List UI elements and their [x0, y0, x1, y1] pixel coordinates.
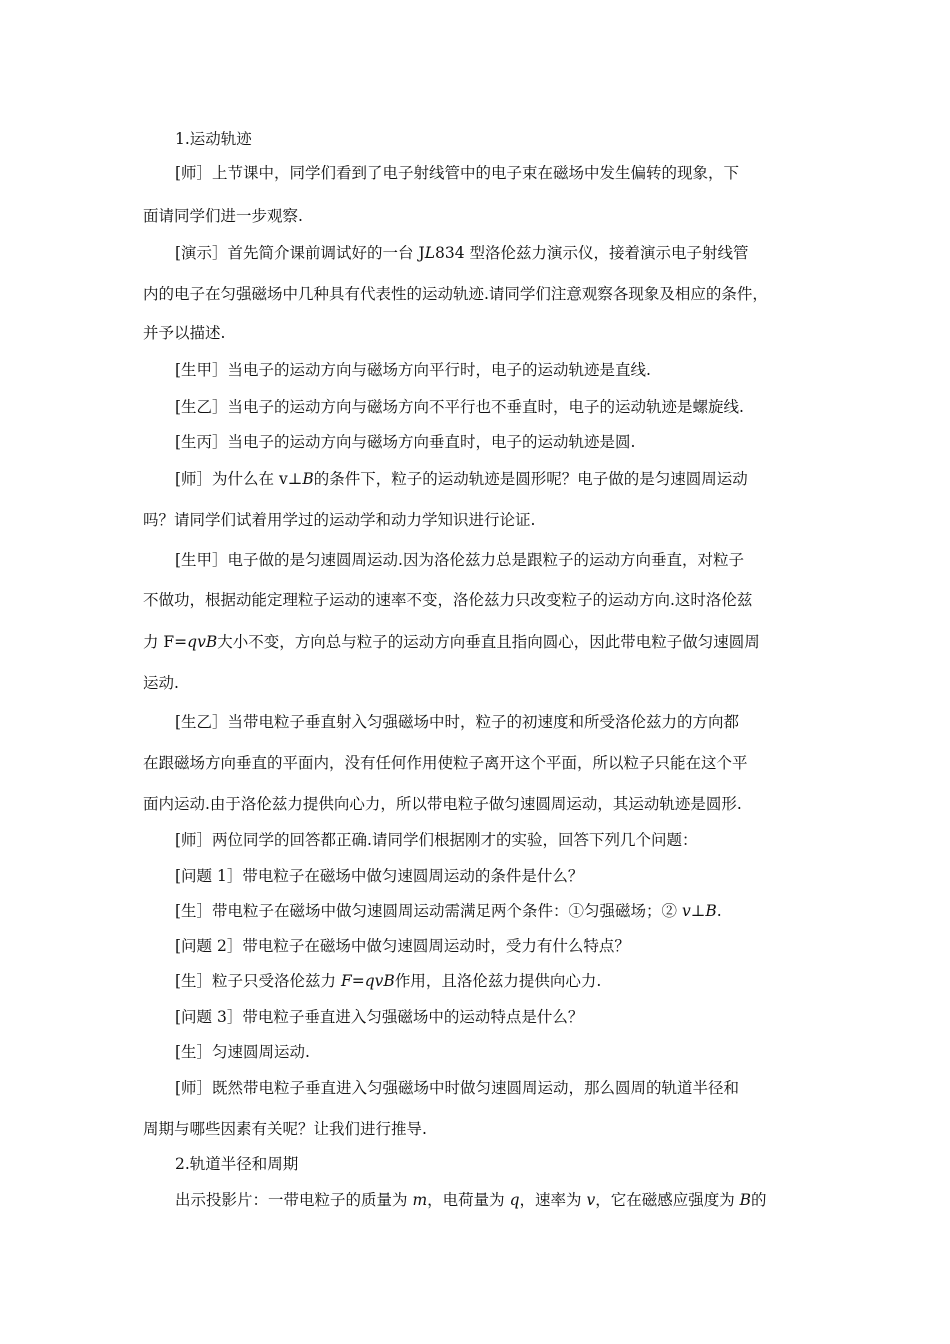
- answer-line: [生］带电粒子在磁场中做匀速圆周运动需满足两个条件：①匀强磁场；② v⊥B.: [175, 902, 722, 920]
- paragraph-line: [师］两位同学的回答都正确.请同学们根据刚才的实验，回答下列几个问题：: [175, 831, 698, 849]
- paragraph-line: 运动.: [143, 674, 179, 692]
- answer-line: [生］匀速圆周运动.: [175, 1043, 310, 1061]
- question-line: [问题 3］带电粒子垂直进入匀强磁场中的运动特点是什么？: [175, 1008, 584, 1026]
- section-heading-radius-period: 2.轨道半径和周期: [175, 1155, 299, 1173]
- section-heading-trajectory: 1.运动轨迹: [175, 130, 252, 148]
- paragraph-line: [生乙］当电子的运动方向与磁场方向不平行也不垂直时，电子的运动轨迹是螺旋线.: [175, 398, 744, 416]
- paragraph-line: 并予以描述.: [143, 324, 226, 342]
- paragraph-line: 周期与哪些因素有关呢？让我们进行推导.: [143, 1120, 427, 1138]
- question-line: [问题 2］带电粒子在磁场中做匀速圆周运动时，受力有什么特点？: [175, 937, 630, 955]
- question-line: [问题 1］带电粒子在磁场中做匀速圆周运动的条件是什么？: [175, 867, 584, 885]
- paragraph-line: [演示］首先简介课前调试好的一台 JL834 型洛伦兹力演示仪，接着演示电子射线管: [175, 244, 749, 262]
- paragraph-line: 不做功，根据动能定理粒子运动的速率不变，洛伦兹力只改变粒子的运动方向.这时洛伦兹: [143, 591, 753, 609]
- answer-line: [生］粒子只受洛伦兹力 F=qvB作用，且洛伦兹力提供向心力.: [175, 972, 602, 990]
- paragraph-line: 面内运动.由于洛伦兹力提供向心力，所以带电粒子做匀速圆周运动，其运动轨迹是圆形.: [143, 795, 742, 813]
- paragraph-line: [生丙］当电子的运动方向与磁场方向垂直时，电子的运动轨迹是圆.: [175, 433, 636, 451]
- paragraph-line: [生乙］当带电粒子垂直射入匀强磁场中时，粒子的初速度和所受洛伦兹力的方向都: [175, 713, 740, 731]
- paragraph-line: 力 F=qvB大小不变，方向总与粒子的运动方向垂直且指向圆心，因此带电粒子做匀速圆周: [143, 633, 760, 651]
- paragraph-line: 吗？请同学们试着用学过的运动学和动力学知识进行论证.: [143, 511, 536, 529]
- paragraph-line: [师］为什么在 v⊥B的条件下，粒子的运动轨迹是圆形呢？电子做的是匀速圆周运动: [175, 470, 748, 488]
- paragraph-line: 在跟磁场方向垂直的平面内，没有任何作用使粒子离开这个平面，所以粒子只能在这个平: [143, 754, 748, 772]
- paragraph-line: [生甲］当电子的运动方向与磁场方向平行时，电子的运动轨迹是直线.: [175, 361, 651, 379]
- paragraph-line: [生甲］电子做的是匀速圆周运动.因为洛伦兹力总是跟粒子的运动方向垂直，对粒子: [175, 551, 744, 569]
- paragraph-line: 面请同学们进一步观察.: [143, 207, 303, 225]
- paragraph-line: [师］既然带电粒子垂直进入匀强磁场中时做匀速圆周运动，那么圆周的轨道半径和: [175, 1079, 740, 1097]
- paragraph-line: [师］上节课中，同学们看到了电子射线管中的电子束在磁场中发生偏转的现象，下: [175, 164, 740, 182]
- paragraph-line: 出示投影片：一带电粒子的质量为 m，电荷量为 q，速率为 v，它在磁感应强度为 B的: [175, 1191, 767, 1209]
- paragraph-line: 内的电子在匀强磁场中几种具有代表性的运动轨迹.请同学们注意观察各现象及相应的条件，: [143, 285, 768, 303]
